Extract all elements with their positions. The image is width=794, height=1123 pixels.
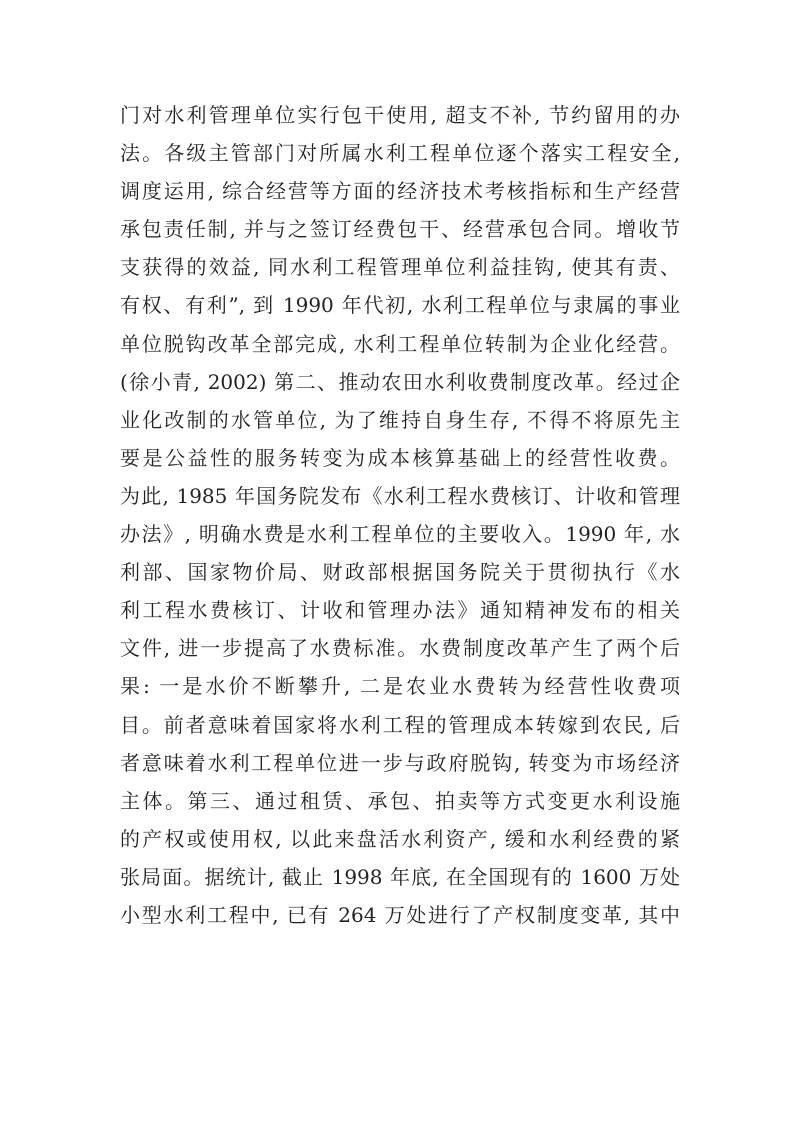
text-line: 承包责任制, 并与之签订经费包干、经营承包合同。增收节	[120, 217, 680, 242]
text-line: 业化改制的水管单位, 为了维持自身生存, 不得不将原先主	[120, 407, 680, 432]
body-paragraph	[120, 96, 680, 934]
text-line: 要是公益性的服务转变为成本核算基础上的经营性收费。	[120, 445, 680, 470]
text-line: 调度运用, 综合经营等方面的经济技术考核指标和生产经营	[120, 179, 680, 204]
text-line: 门对水利管理单位实行包干使用, 超支不补, 节约留用的办	[120, 103, 680, 127]
text-line: 法。各级主管部门对所属水利工程单位逐个落实工程安全,	[120, 141, 680, 166]
text-line: 主体。第三、通过租赁、承包、拍卖等方式变更水利设施	[120, 788, 680, 813]
text-line: 目。前者意味着国家将水利工程的管理成本转嫁到农民, 后	[120, 712, 680, 737]
text-line: 办法》, 明确水费是水利工程单位的主要收入。1990 年, 水	[120, 522, 680, 547]
text-line: 文件, 进一步提高了水费标准。水费制度改革产生了两个后	[120, 636, 680, 661]
text-line: 单位脱钩改革全部完成, 水利工程单位转制为企业化经营。	[120, 331, 680, 356]
text-line: (徐小青, 2002) 第二、推动农田水利收费制度改革。经过企	[120, 369, 680, 394]
text-line: 支获得的效益, 同水利工程管理单位利益挂钩, 使其有责、	[120, 255, 680, 280]
text-line: 者意味着水利工程单位进一步与政府脱钩, 转变为市场经济	[120, 750, 680, 775]
text-line: 张局面。据统计, 截止 1998 年底, 在全国现有的 1600 万处	[120, 864, 680, 889]
text-line: 利部、国家物价局、财政部根据国务院关于贯彻执行《水	[120, 560, 680, 585]
text-line: 有权、有利”, 到 1990 年代初, 水利工程单位与隶属的事业	[120, 293, 680, 318]
text-line: 为此, 1985 年国务院发布《水利工程水费核订、计收和管理	[120, 483, 680, 508]
text-line: 的产权或使用权, 以此来盘活水利资产, 缓和水利经费的紧	[120, 826, 680, 851]
text-line: 利工程水费核订、计收和管理办法》通知精神发布的相关	[120, 598, 680, 623]
text-line: 小型水利工程中, 已有 264 万处进行了产权制度变革, 其中	[120, 902, 680, 927]
text-line: 果: 一是水价不断攀升, 二是农业水费转为经营性收费项	[120, 674, 680, 699]
